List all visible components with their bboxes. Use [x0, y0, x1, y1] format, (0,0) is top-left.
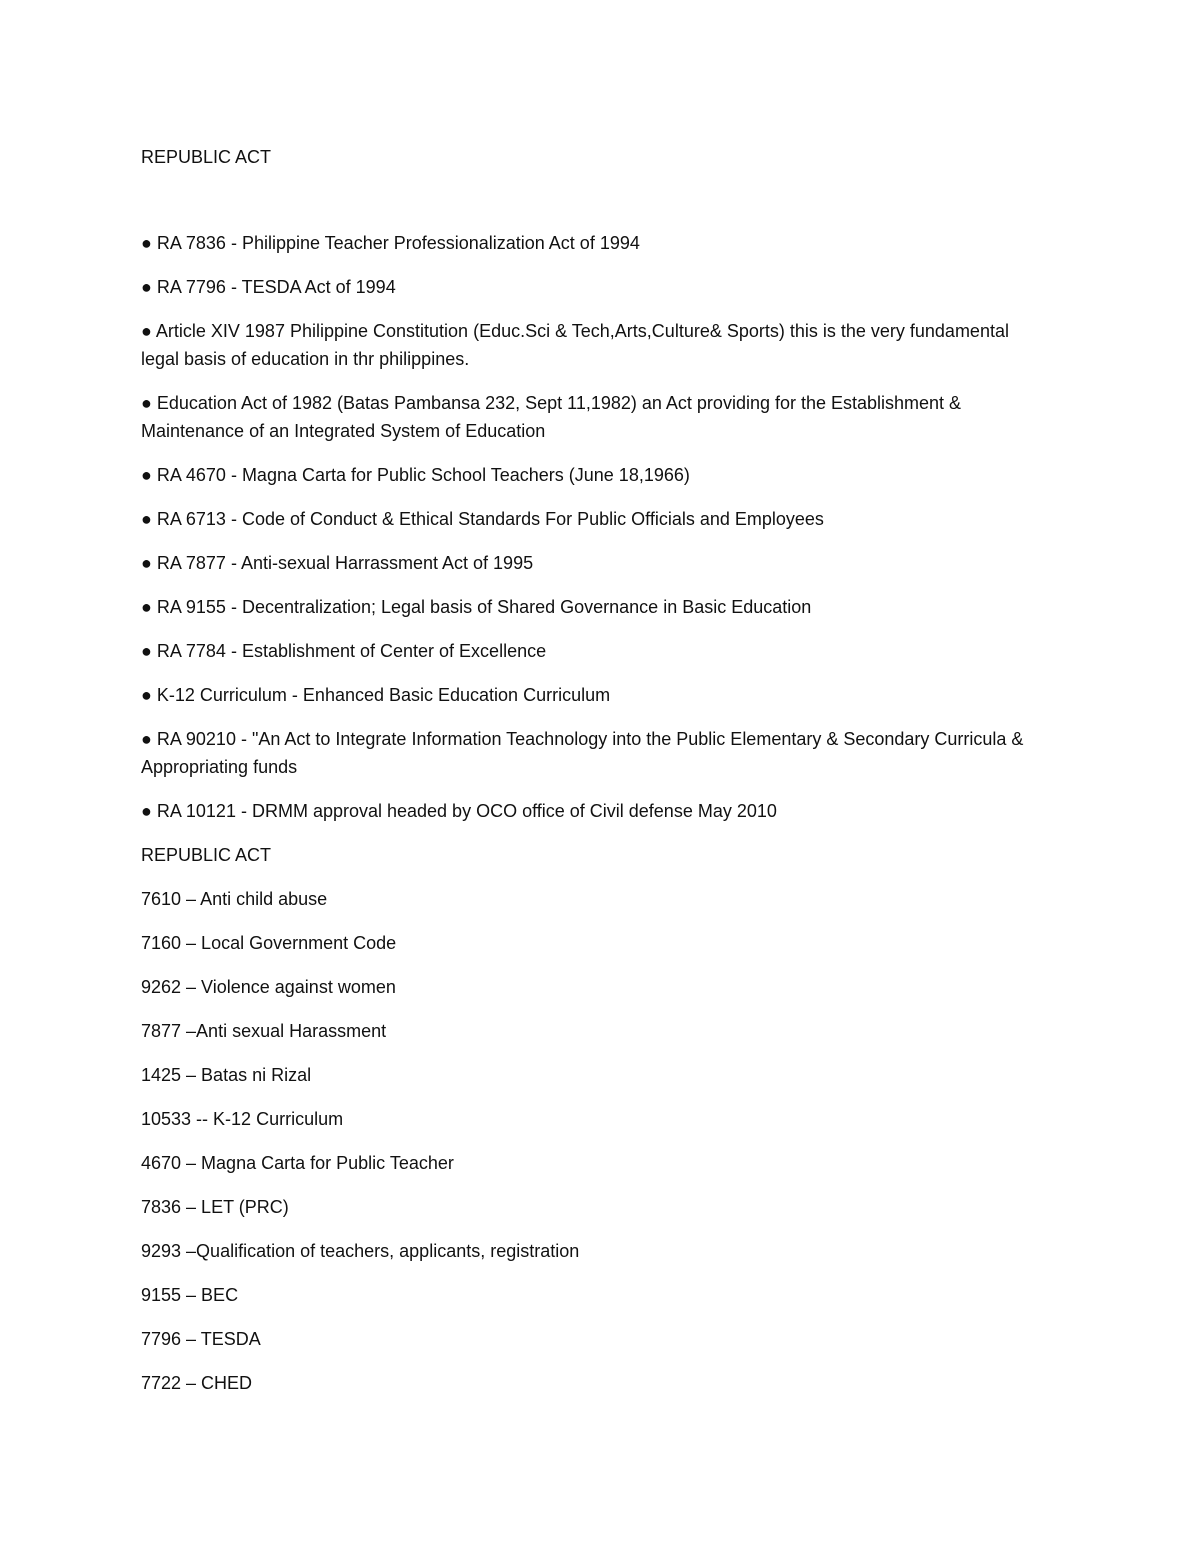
- bullet-icon: ●: [141, 641, 152, 661]
- list-item-text: RA 6713 - Code of Conduct & Ethical Standards For Public Officials and Employees: [156, 509, 824, 529]
- list-item: [141, 317, 1041, 373]
- act-item: 7877 –Anti sexual Harassment: [141, 1021, 387, 1041]
- act-item: 7796 – TESDA: [141, 1329, 261, 1349]
- list-item-text: Education Act of 1982 (Batas Pambansa 232, Sept 11,1982) an Act providing for the Establishment & Maintenance of an Integrated System of Education: [141, 393, 962, 441]
- list-item: [141, 725, 1041, 781]
- list-item: [141, 549, 1041, 577]
- act-item: 9262 – Violence against women: [141, 977, 396, 997]
- bullet-icon: ●: [141, 233, 152, 253]
- act-item: 9155 – BEC: [141, 1285, 239, 1305]
- list-item-text: K-12 Curriculum - Enhanced Basic Education Curriculum: [156, 685, 611, 705]
- bullet-icon: ●: [141, 277, 152, 297]
- section-heading: REPUBLIC ACT: [141, 845, 272, 865]
- bullet-icon: ●: [141, 465, 152, 485]
- list-item-text: RA 7796 - TESDA Act of 1994: [156, 277, 396, 297]
- bullet-icon: ●: [141, 553, 152, 573]
- list-item: [141, 389, 1041, 445]
- bullet-icon: ●: [141, 509, 152, 529]
- act-item: 10533 -- K-12 Curriculum: [141, 1109, 344, 1129]
- act-item: 7610 – Anti child abuse: [141, 889, 328, 909]
- bullet-icon: ●: [141, 801, 152, 821]
- list-item-text: RA 7836 - Philippine Teacher Professionalization Act of 1994: [156, 233, 640, 253]
- list-item: [141, 273, 1041, 301]
- document-body: [141, 143, 1041, 1413]
- act-item: 7836 – LET (PRC): [141, 1197, 289, 1217]
- section-heading: REPUBLIC ACT: [141, 147, 272, 167]
- bullet-icon: ●: [141, 321, 152, 341]
- list-item-text: RA 4670 - Magna Carta for Public School Teachers (June 18,1966): [156, 465, 690, 485]
- bullet-icon: ●: [141, 729, 152, 749]
- list-item-text: Article XIV 1987 Philippine Constitution (Educ.Sci & Tech,Arts,Culture& Sports) this is the very fundamental legal basis of education in thr philippines.: [141, 321, 1009, 369]
- bullet-icon: ●: [141, 597, 152, 617]
- list-item-text: RA 10121 - DRMM approval headed by OCO office of Civil defense May 2010: [156, 801, 777, 821]
- act-item: 7722 – CHED: [141, 1373, 253, 1393]
- list-item: [141, 229, 1041, 257]
- list-item-text: RA 90210 - "An Act to Integrate Information Teachnology into the Public Elementary & Secondary Curricula & Appropriating funds: [141, 729, 1024, 777]
- list-item: [141, 797, 1041, 825]
- list-item: [141, 681, 1041, 709]
- list-item: [141, 461, 1041, 489]
- list-item-text: RA 7784 - Establishment of Center of Excellence: [156, 641, 547, 661]
- list-item-text: RA 9155 - Decentralization; Legal basis of Shared Governance in Basic Education: [156, 597, 812, 617]
- act-item: 1425 – Batas ni Rizal: [141, 1065, 312, 1085]
- list-item: [141, 637, 1041, 665]
- act-item: 9293 –Qualification of teachers, applicants, registration: [141, 1241, 580, 1261]
- list-item: [141, 593, 1041, 621]
- act-item: 7160 – Local Government Code: [141, 933, 397, 953]
- bullet-icon: ●: [141, 685, 152, 705]
- list-item-text: RA 7877 - Anti-sexual Harrassment Act of 1995: [156, 553, 534, 573]
- list-item: [141, 505, 1041, 533]
- bullet-icon: ●: [141, 393, 152, 413]
- act-item: 4670 – Magna Carta for Public Teacher: [141, 1153, 454, 1173]
